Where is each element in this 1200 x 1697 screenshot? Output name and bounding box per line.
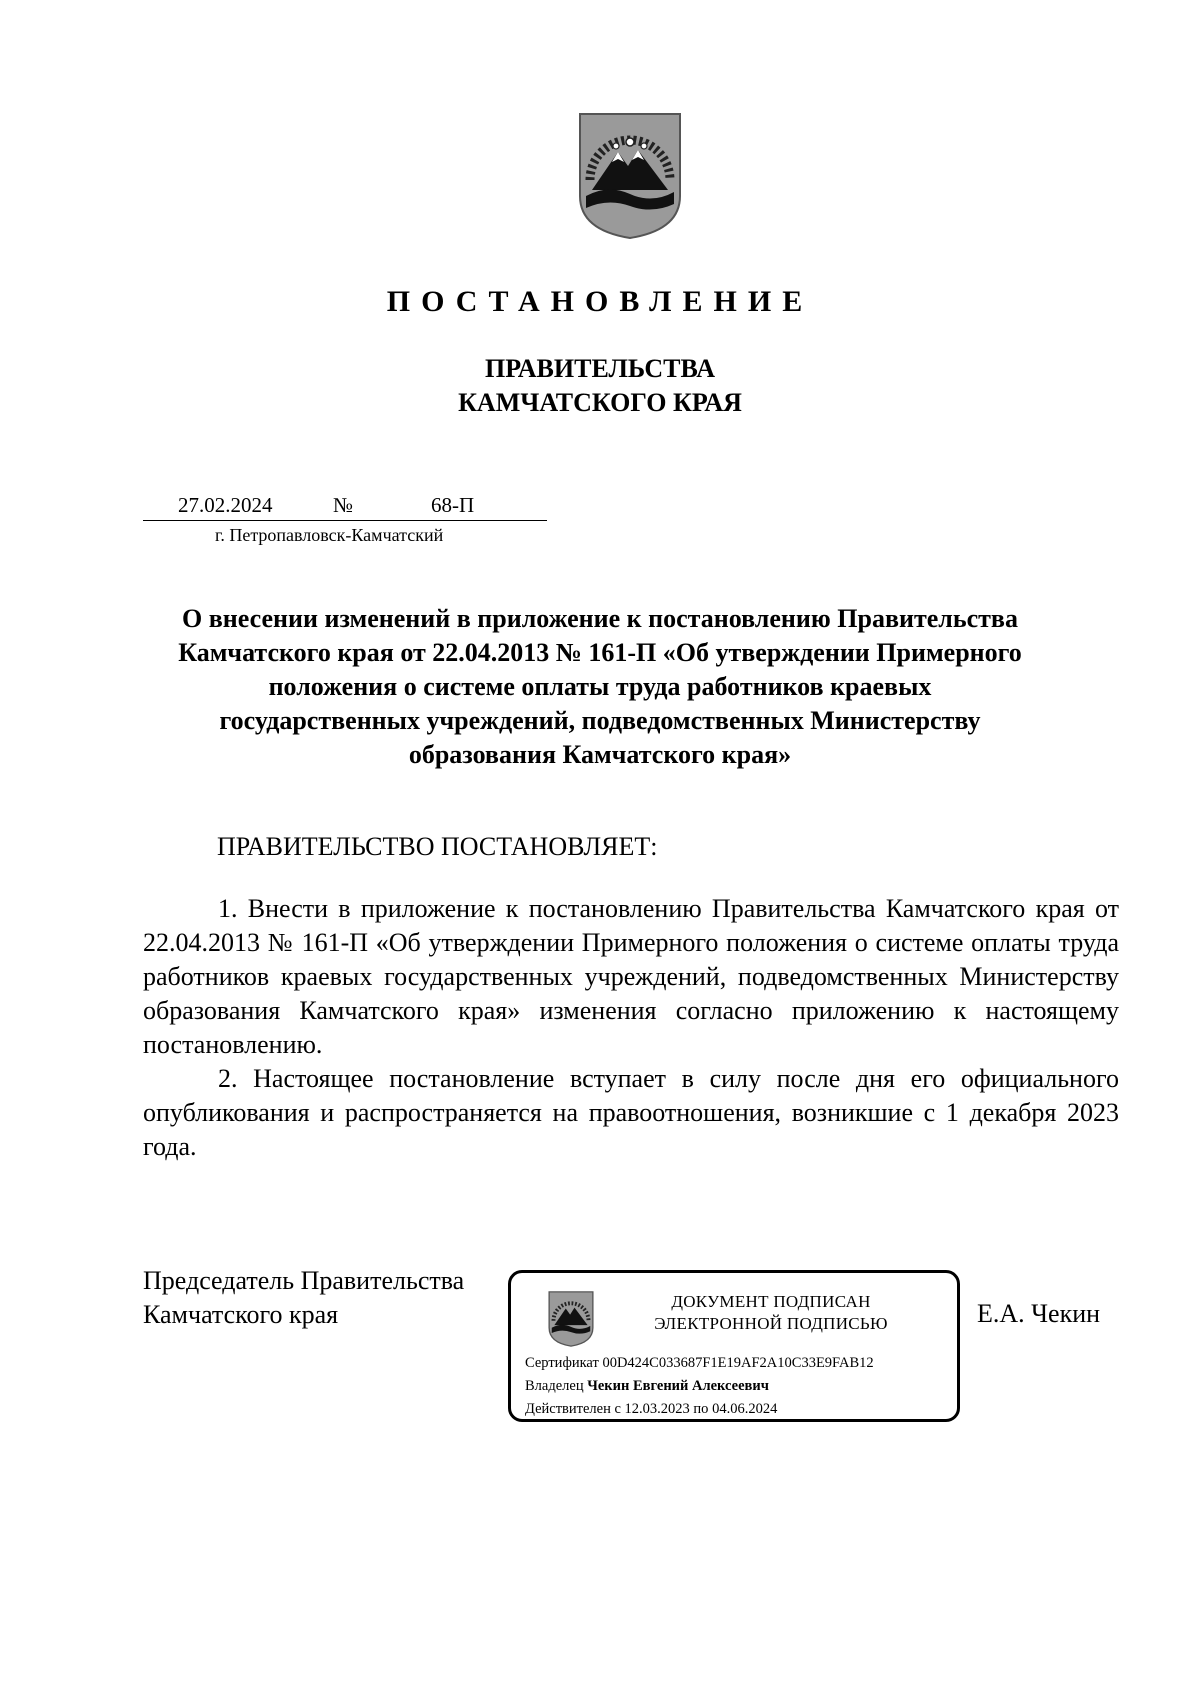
title-line: О внесении изменений в приложение к постановлению Правительства	[182, 604, 1018, 633]
issuing-body-line-2: КАМЧАТСКОГО КРАЯ	[458, 388, 742, 417]
document-date: 27.02.2024	[178, 493, 273, 517]
stamp-heading-line-1: ДОКУМЕНТ ПОДПИСАН	[671, 1292, 871, 1311]
validity-label: Действителен	[525, 1401, 611, 1417]
issue-city: г. Петропавловск-Камчатский	[215, 525, 444, 545]
title-line: образования Камчатского края»	[408, 740, 792, 769]
owner-line	[525, 1376, 769, 1396]
certificate-label: Сертификат	[525, 1355, 599, 1371]
signer-position	[143, 1264, 464, 1332]
signer-position-line-1: Председатель Правительства	[143, 1266, 465, 1295]
valid-from-date: 12.03.2023	[624, 1401, 690, 1417]
title-line: Камчатского края от 22.04.2013 № 161-П «Об утверждении Примерного	[178, 638, 1022, 667]
document-body	[143, 892, 1119, 1164]
number-sign: №	[333, 493, 354, 517]
issuing-body	[0, 352, 1200, 420]
certificate-value: 00D424C033687F1E19AF2A10C33E9FAB12	[602, 1355, 874, 1371]
signer-name: Е.А. Чекин	[977, 1299, 1101, 1328]
paragraph-2: 2. Настоящее постановление вступает в силу после дня его официального опубликования и распространяется на правоотношения, возникшие с 1 декабря 2023 года.	[143, 1064, 1119, 1161]
paragraph-1: 1. Внести в приложение к постановлению Правительства Камчатского края от 22.04.2013 № 161-П «Об утверждении Примерного положения о системе оплаты труда работников краевых государственных учреждений, подведомственных Министерству образования Камчатского края» изменения согласно приложению к настоящему постановлению.	[143, 894, 1119, 1059]
validity-line	[525, 1399, 777, 1419]
electronic-signature-stamp	[508, 1270, 960, 1422]
document-number: 68-П	[431, 493, 475, 517]
stamp-heading-line-2: ЭЛЕКТРОННОЙ ПОДПИСЬЮ	[654, 1314, 888, 1333]
document-title	[150, 602, 1050, 772]
decree-heading: ПРАВИТЕЛЬСТВО ПОСТАНОВЛЯЕТ:	[217, 832, 658, 861]
date-number-line	[143, 490, 547, 521]
signer-position-line-2: Камчатского края	[143, 1300, 339, 1329]
valid-to-label: по	[693, 1401, 709, 1417]
owner-label: Владелец	[525, 1378, 584, 1394]
coat-of-arms-icon	[547, 1291, 595, 1347]
owner-value: Чекин Евгений Алексеевич	[587, 1378, 769, 1394]
valid-from-label: с	[614, 1401, 621, 1417]
certificate-line	[525, 1353, 874, 1373]
document-type-heading: ПОСТАНОВЛЕНИЕ	[386, 285, 814, 318]
title-line: государственных учреждений, подведомственных Министерству	[219, 706, 981, 735]
stamp-heading	[611, 1291, 931, 1335]
valid-to-date: 04.06.2024	[712, 1401, 778, 1417]
coat-of-arms-icon	[578, 112, 682, 240]
issuing-body-line-1: ПРАВИТЕЛЬСТВА	[485, 354, 715, 383]
title-line: положения о системе оплаты труда работников краевых	[268, 672, 932, 701]
